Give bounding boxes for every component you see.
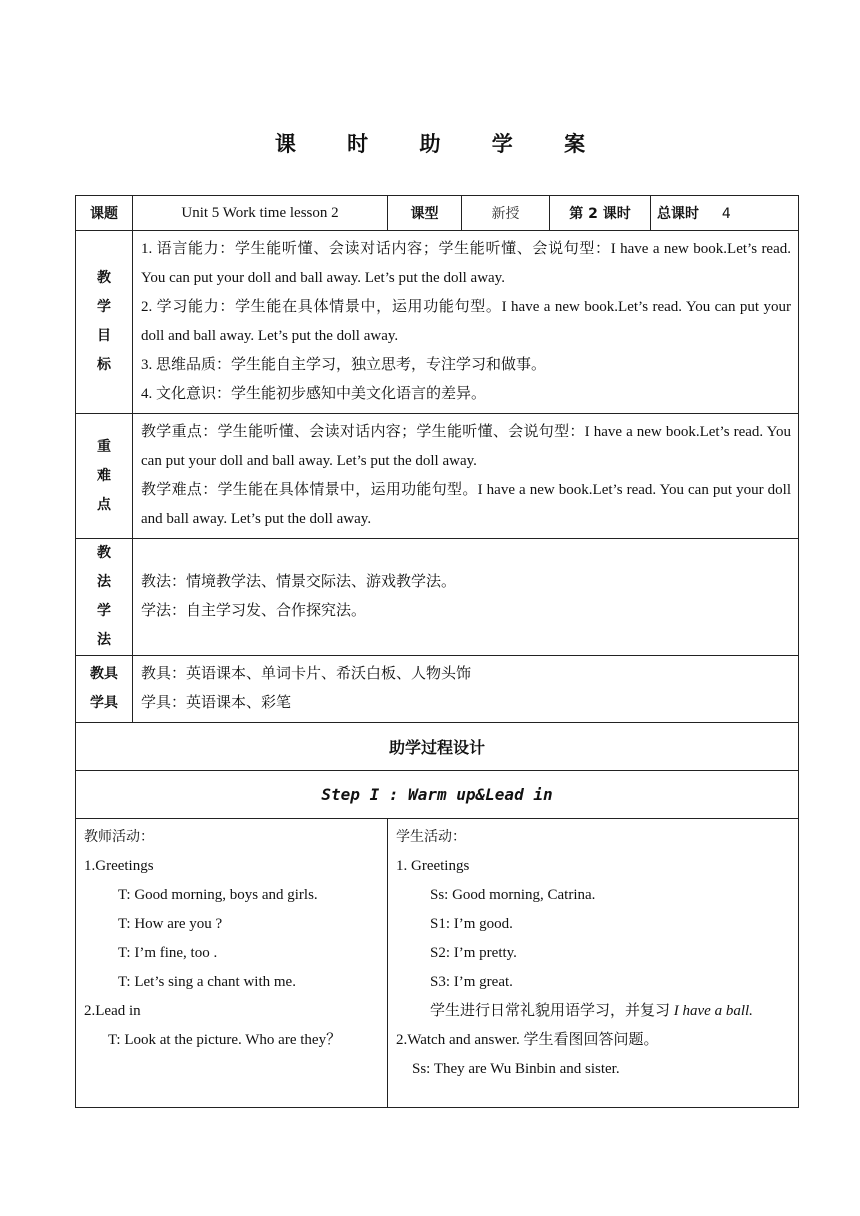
teacher-line: T: I’m fine, too . bbox=[118, 945, 218, 961]
objectives-label bbox=[76, 231, 133, 414]
student-heading: 学生活动： bbox=[396, 829, 466, 845]
key-points-content bbox=[133, 414, 799, 539]
teacher-line: T: Look at the picture. Who are they？ bbox=[108, 1032, 342, 1048]
teacher-line: 1.Greetings bbox=[84, 858, 154, 874]
objectives-label-text: 教学目标 bbox=[97, 270, 111, 373]
process-title-row bbox=[76, 723, 799, 771]
methods-content bbox=[133, 539, 799, 656]
key-points-label bbox=[76, 414, 133, 539]
teacher-line: T: Good morning, boys and girls. bbox=[118, 887, 318, 903]
student-activities bbox=[388, 819, 799, 1108]
student-line: 1. Greetings bbox=[396, 858, 470, 874]
objectives-row bbox=[76, 231, 799, 414]
topic-label: 课题 bbox=[76, 196, 133, 231]
topic-value: Unit 5 Work time lesson 2 bbox=[133, 196, 388, 231]
tools-label-1: 教具 bbox=[90, 666, 118, 682]
method-item: 教法：情境教学法、情景交际法、游戏教学法。 bbox=[141, 574, 457, 590]
tools-label-2: 学具 bbox=[90, 695, 118, 711]
lesson-number: 第 2 课时 bbox=[550, 196, 651, 231]
methods-label-text: 教法学法 bbox=[97, 545, 111, 648]
total-label: 总课时 bbox=[657, 206, 699, 222]
key-points-label-text: 重难点 bbox=[97, 438, 111, 513]
total-value: 4 bbox=[721, 206, 731, 222]
objective-item: 4. 文化意识：学生能初步感知中美文化语言的差异。 bbox=[141, 386, 487, 402]
teacher-line: T: Let’s sing a chant with me. bbox=[118, 974, 296, 990]
student-line: 学生进行日常礼貌用语学习，并复习 bbox=[430, 1003, 671, 1019]
type-label: 课型 bbox=[388, 196, 462, 231]
teacher-line: T: How are you ? bbox=[118, 916, 223, 932]
method-item: 学法：自主学习发、合作探究法。 bbox=[141, 603, 367, 619]
tools-row bbox=[76, 656, 799, 723]
teacher-heading: 教师活动： bbox=[84, 829, 154, 845]
page-title: 课 时 助 学 案 bbox=[274, 132, 608, 156]
tools-content bbox=[133, 656, 799, 723]
objective-item: 1. 语言能力：学生能听懂、会读对话内容；学生能听懂、会说句型：I have a new book.Let’s read. You can put your doll and ball away. Let’s put the doll away. bbox=[141, 241, 791, 286]
step1-title: Step I : Warm up&Lead in bbox=[76, 771, 799, 819]
teacher-activities bbox=[76, 819, 388, 1108]
process-title: 助学过程设计 bbox=[76, 723, 799, 771]
objective-item: 2. 学习能力：学生能在具体情景中，运用功能句型。I have a new book.Let’s read. You can put your doll and ball away. Let’s put the doll away. bbox=[141, 299, 791, 344]
key-point-item: 教学难点：学生能在具体情景中，运用功能句型。I have a new book.Let’s read. You can put your doll and ball away. Let’s put the doll away. bbox=[141, 482, 791, 527]
teacher-line: 2.Lead in bbox=[84, 1003, 141, 1019]
student-line: Ss: They are Wu Binbin and sister. bbox=[412, 1061, 620, 1077]
tool-item: 教具：英语课本、单词卡片、希沃白板、人物头饰 bbox=[141, 666, 472, 682]
step1-row bbox=[76, 771, 799, 819]
student-line: S2: I’m pretty. bbox=[430, 945, 517, 961]
student-review-line bbox=[396, 997, 790, 1026]
tools-label bbox=[76, 656, 133, 723]
student-line: Ss: Good morning, Catrina. bbox=[430, 887, 596, 903]
tool-item: 学具：英语课本、彩笔 bbox=[141, 695, 292, 711]
total-lessons bbox=[651, 196, 799, 231]
key-point-item: 教学重点：学生能听懂、会读对话内容；学生能听懂、会说句型：I have a new book.Let’s read. You can put your doll and ball away. Let’s put the doll away. bbox=[141, 424, 791, 469]
student-line: S3: I’m great. bbox=[430, 974, 513, 990]
student-line-italic: I have a ball. bbox=[673, 1003, 753, 1019]
type-value: 新授 bbox=[462, 196, 550, 231]
student-line: S1: I’m good. bbox=[430, 916, 513, 932]
student-line: 2.Watch and answer. 学生看图回答问题。 bbox=[396, 1032, 659, 1048]
lesson-plan-table bbox=[75, 195, 799, 1108]
activities-row bbox=[76, 819, 799, 1108]
methods-row bbox=[76, 539, 799, 656]
objectives-content bbox=[133, 231, 799, 414]
methods-label bbox=[76, 539, 133, 656]
objective-item: 3. 思维品质：学生能自主学习，独立思考，专注学习和做事。 bbox=[141, 357, 547, 373]
header-row bbox=[76, 196, 799, 231]
key-points-row bbox=[76, 414, 799, 539]
